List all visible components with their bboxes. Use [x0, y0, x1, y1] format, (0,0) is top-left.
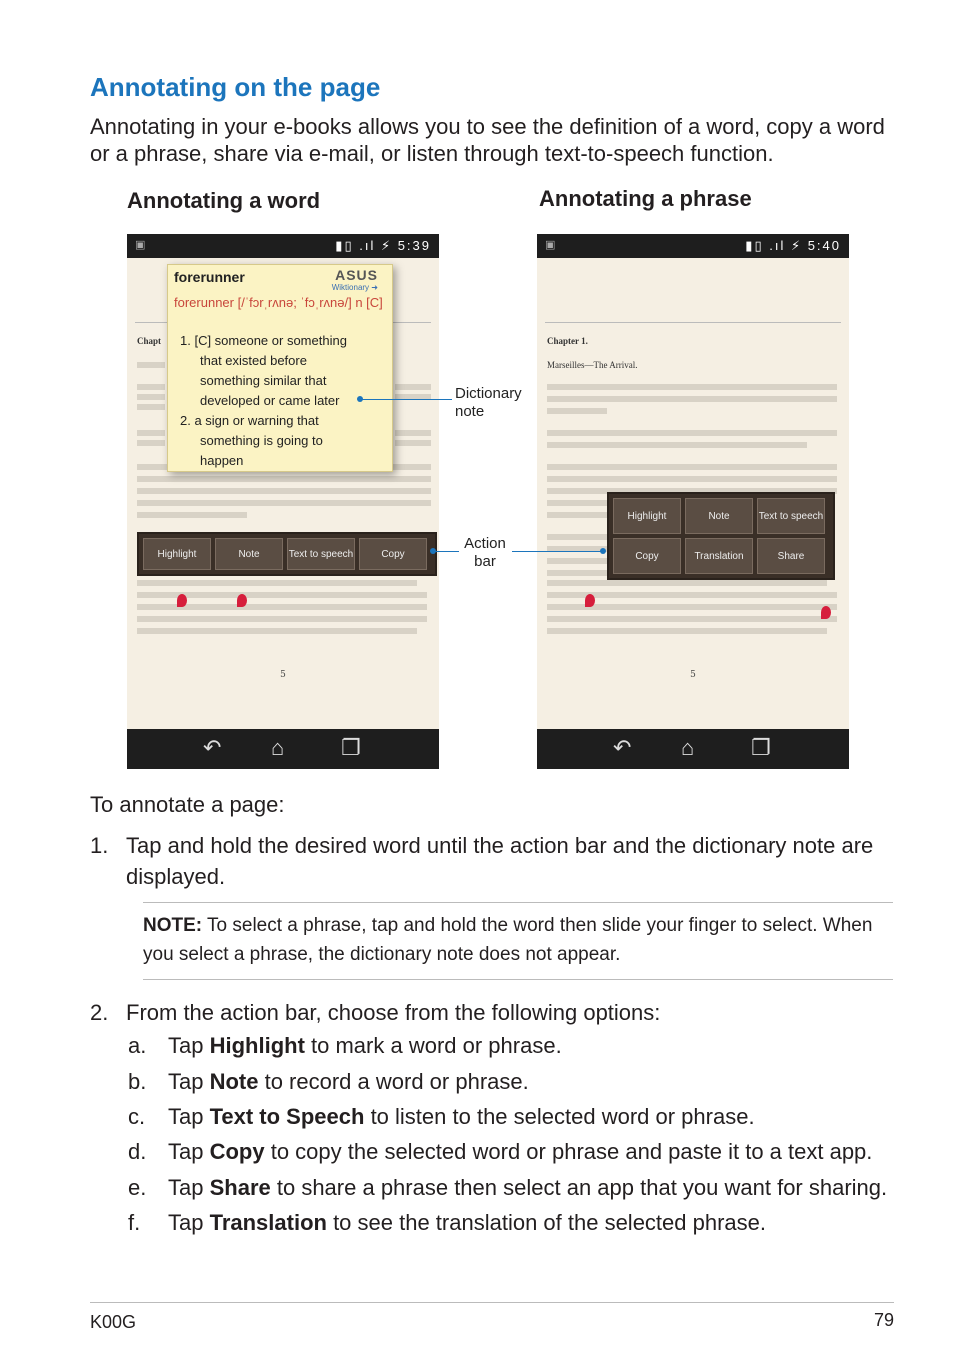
note-label: NOTE:: [143, 915, 203, 936]
step-1-number: 1.: [90, 833, 109, 858]
right-heading: Annotating a phrase: [539, 186, 752, 211]
recent-apps-icon[interactable]: ❐: [341, 735, 361, 760]
action-bar-callout-dot-right: [600, 548, 606, 554]
nav-bar: [127, 729, 439, 769]
footer-model: K00G: [90, 1312, 137, 1332]
page-number: 5: [690, 670, 696, 680]
step-2-number: 2.: [90, 1000, 109, 1025]
dictionary-note-callout: Dictionary note: [455, 385, 522, 420]
dictionary-callout-line: [360, 399, 452, 400]
selection-handle-left[interactable]: [177, 594, 187, 607]
translation-button[interactable]: Translation: [685, 538, 753, 574]
chapter-subtitle: Marseilles—The Arrival.: [547, 360, 638, 370]
step-1-text: Tap and hold the desired word until the action bar and the dictionary note are displayed.: [126, 833, 874, 889]
action-bar-callout: Action bar: [464, 535, 506, 570]
recent-apps-icon[interactable]: ❐: [751, 735, 771, 760]
clock: 5:40: [807, 238, 841, 253]
footer-page-number: 79: [873, 1310, 894, 1330]
action-bar: [607, 492, 835, 580]
nav-bar: [537, 729, 849, 769]
asus-logo: ASUS: [335, 267, 378, 283]
highlight-button[interactable]: Highlight: [613, 498, 681, 534]
selection-handle-right[interactable]: [821, 606, 831, 619]
dictionary-note[interactable]: [167, 264, 393, 472]
right-phone-screenshot: [537, 234, 849, 769]
selection-handle-left[interactable]: [585, 594, 595, 607]
dictionary-word: forerunner: [174, 269, 245, 285]
footer-divider: [90, 1302, 894, 1303]
chapter-heading: Chapter 1.: [547, 336, 588, 346]
back-icon[interactable]: ↶: [613, 735, 632, 760]
action-bar-callout-line-left: [433, 551, 459, 552]
share-button[interactable]: Share: [757, 538, 825, 574]
signal-icon: ▮▯ .ıl ⚡: [335, 238, 398, 253]
selection-handle-right[interactable]: [237, 594, 247, 607]
step-2-text: From the action bar, choose from the following options:: [126, 1000, 661, 1025]
action-bar-callout-line-right: [512, 551, 602, 552]
highlight-button[interactable]: Highlight: [143, 538, 211, 570]
copy-button[interactable]: Copy: [359, 538, 427, 570]
dictionary-definitions: 1. [C] someone or something that existed before something similar that developed or came later 2. a sign or warning that something is going to happen: [180, 333, 347, 468]
note-button[interactable]: Note: [215, 538, 283, 570]
note-box: [143, 902, 893, 980]
left-heading: Annotating a word: [127, 188, 321, 213]
gallery-icon: ▣: [135, 239, 146, 251]
home-icon[interactable]: ⌂: [271, 735, 285, 760]
gallery-icon: ▣: [545, 239, 556, 251]
note-text: To select a phrase, tap and hold the word then slide your finger to select. When you select a phrase, the dictionary note does not appear.: [143, 915, 873, 965]
copy-button[interactable]: Copy: [613, 538, 681, 574]
section-title: Annotating on the page: [90, 72, 381, 102]
action-bar: [137, 532, 437, 576]
dictionary-phonetic: forerunner [/ˈfɔrˌrʌnə; ˈfɔˌrʌnə/] n [C]: [174, 295, 383, 310]
note-button[interactable]: Note: [685, 498, 753, 534]
steps-intro: To annotate a page:: [90, 792, 285, 817]
status-bar: [537, 234, 849, 258]
home-icon[interactable]: ⌂: [681, 735, 695, 760]
text-to-speech-button[interactable]: Text to speech: [757, 498, 825, 534]
wiktionary-link[interactable]: Wiktionary ➜: [331, 283, 378, 292]
clock: 5:39: [397, 238, 431, 253]
status-bar: [127, 234, 439, 258]
text-to-speech-button[interactable]: Text to speech: [287, 538, 355, 570]
intro-paragraph: Annotating in your e-books allows you to see the definition of a word, copy a word or a phrase, share via e-mail, or listen through text-to-speech function.: [90, 114, 885, 166]
chapter-heading: Chapt: [137, 336, 162, 346]
left-phone-screenshot: [127, 234, 439, 769]
page-number: 5: [280, 670, 286, 680]
signal-icon: ▮▯ .ıl ⚡: [745, 238, 808, 253]
back-icon[interactable]: ↶: [203, 735, 222, 760]
